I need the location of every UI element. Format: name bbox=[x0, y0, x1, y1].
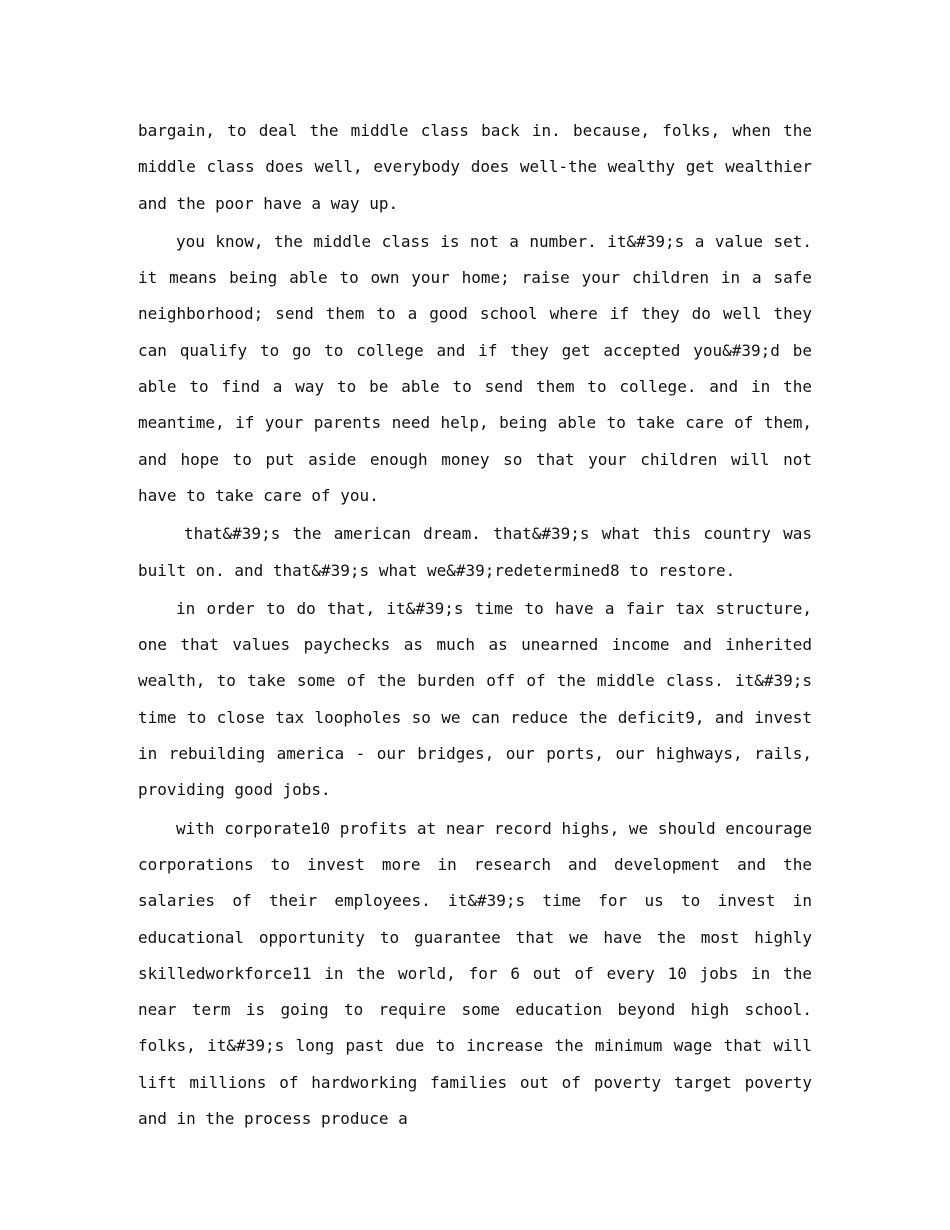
paragraph-1: bargain, to deal the middle class back in. because, folks, when the middle class does well, everybody does well-the wealthy get wealthier and the poor have a way up. bbox=[138, 121, 812, 213]
paragraph-3: that&#39;s the american dream. that&#39;s what this country was built on. and that&#39;s what we&#39;redetermined8 to restore. bbox=[138, 524, 812, 580]
paragraph-4: in order to do that, it&#39;s time to have a fair tax structure, one that values paychecks as much as unearned income and inherited wealth, to take some of the burden off of the middle class. it&#39;s time to close tax loopholes so we can reduce the deficit9, and invest in rebuilding america - our bridges, our ports, our highways, rails, providing good jobs. bbox=[138, 598, 812, 800]
document-body bbox=[138, 113, 812, 1139]
paragraph-2: you know, the middle class is not a number. it&#39;s a value set. it means being able to own your home; raise your children in a safe neighborhood; send them to a good school where if they do well they can qualify to go to college and if they get accepted you&#39;d be able to find a way to be able to send them to college. and in the meantime, if your parents need help, being able to take care of them, and hope to put aside enough money so that your children will not have to take care of you. bbox=[138, 231, 812, 505]
paragraph-5: with corporate10 profits at near record highs, we should encourage corporations to invest more in research and development and the salaries of their employees. it&#39;s time for us to invest in educational opportunity to guarantee that we have the most highly skilledworkforce11 in the world, for 6 out of every 10 jobs in the near term is going to require some education beyond high school. folks, it&#39;s long past due to increase the minimum wage that will lift millions of hardworking families out of poverty target poverty and in the process produce a bbox=[138, 818, 812, 1129]
